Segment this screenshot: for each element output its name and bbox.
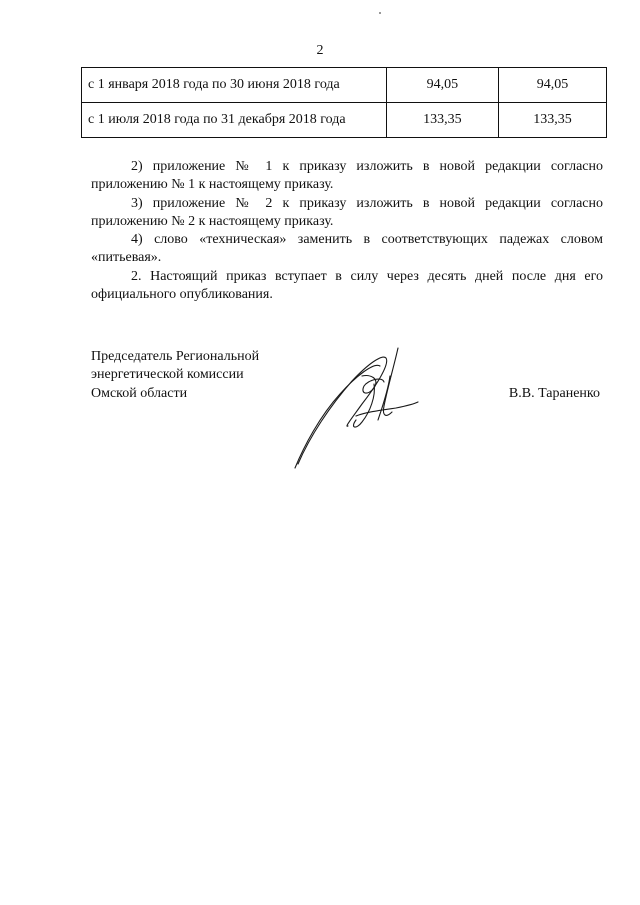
- table-cell-period: с 1 января 2018 года по 30 июня 2018 года: [82, 68, 387, 103]
- signatory-name: В.В. Тараненко: [508, 386, 600, 401]
- signatory-title-line: Председатель Региональной: [91, 349, 260, 364]
- table-row: [82, 68, 607, 103]
- paragraph-item-2: 2) приложение № 1 к приказу изложить в новой редакции согласно приложению № 1 к настоящему приказу.: [91, 159, 603, 193]
- page-number: 2: [316, 43, 324, 58]
- signatory-title: [91, 348, 291, 403]
- paragraph-item-3: 3) приложение № 2 к приказу изложить в новой редакции согласно приложению № 2 к настоящему приказу.: [91, 195, 603, 229]
- paragraph-item-4: 4) слово «техническая» заменить в соответствующих падежах словом «питьевая».: [91, 232, 603, 266]
- handwritten-signature: [290, 336, 420, 471]
- body-text: [91, 158, 603, 304]
- table-cell-period: с 1 июля 2018 года по 31 декабря 2018 года: [82, 103, 387, 138]
- table-cell-value: 133,35: [386, 103, 498, 138]
- table-cell-value: 94,05: [498, 68, 606, 103]
- paragraph-effective-date: 2. Настоящий приказ вступает в силу через десять дней после дня его официального опубликования.: [91, 268, 603, 303]
- signatory-title-line: Омской области: [91, 385, 188, 401]
- table-cell-value: 94,05: [386, 68, 498, 103]
- scan-speck: [379, 12, 381, 14]
- rate-table: [81, 67, 607, 138]
- table-cell-value: 133,35: [498, 103, 606, 138]
- signatory-title-line: энергетической комиссии: [91, 367, 244, 383]
- table-row: [82, 103, 607, 138]
